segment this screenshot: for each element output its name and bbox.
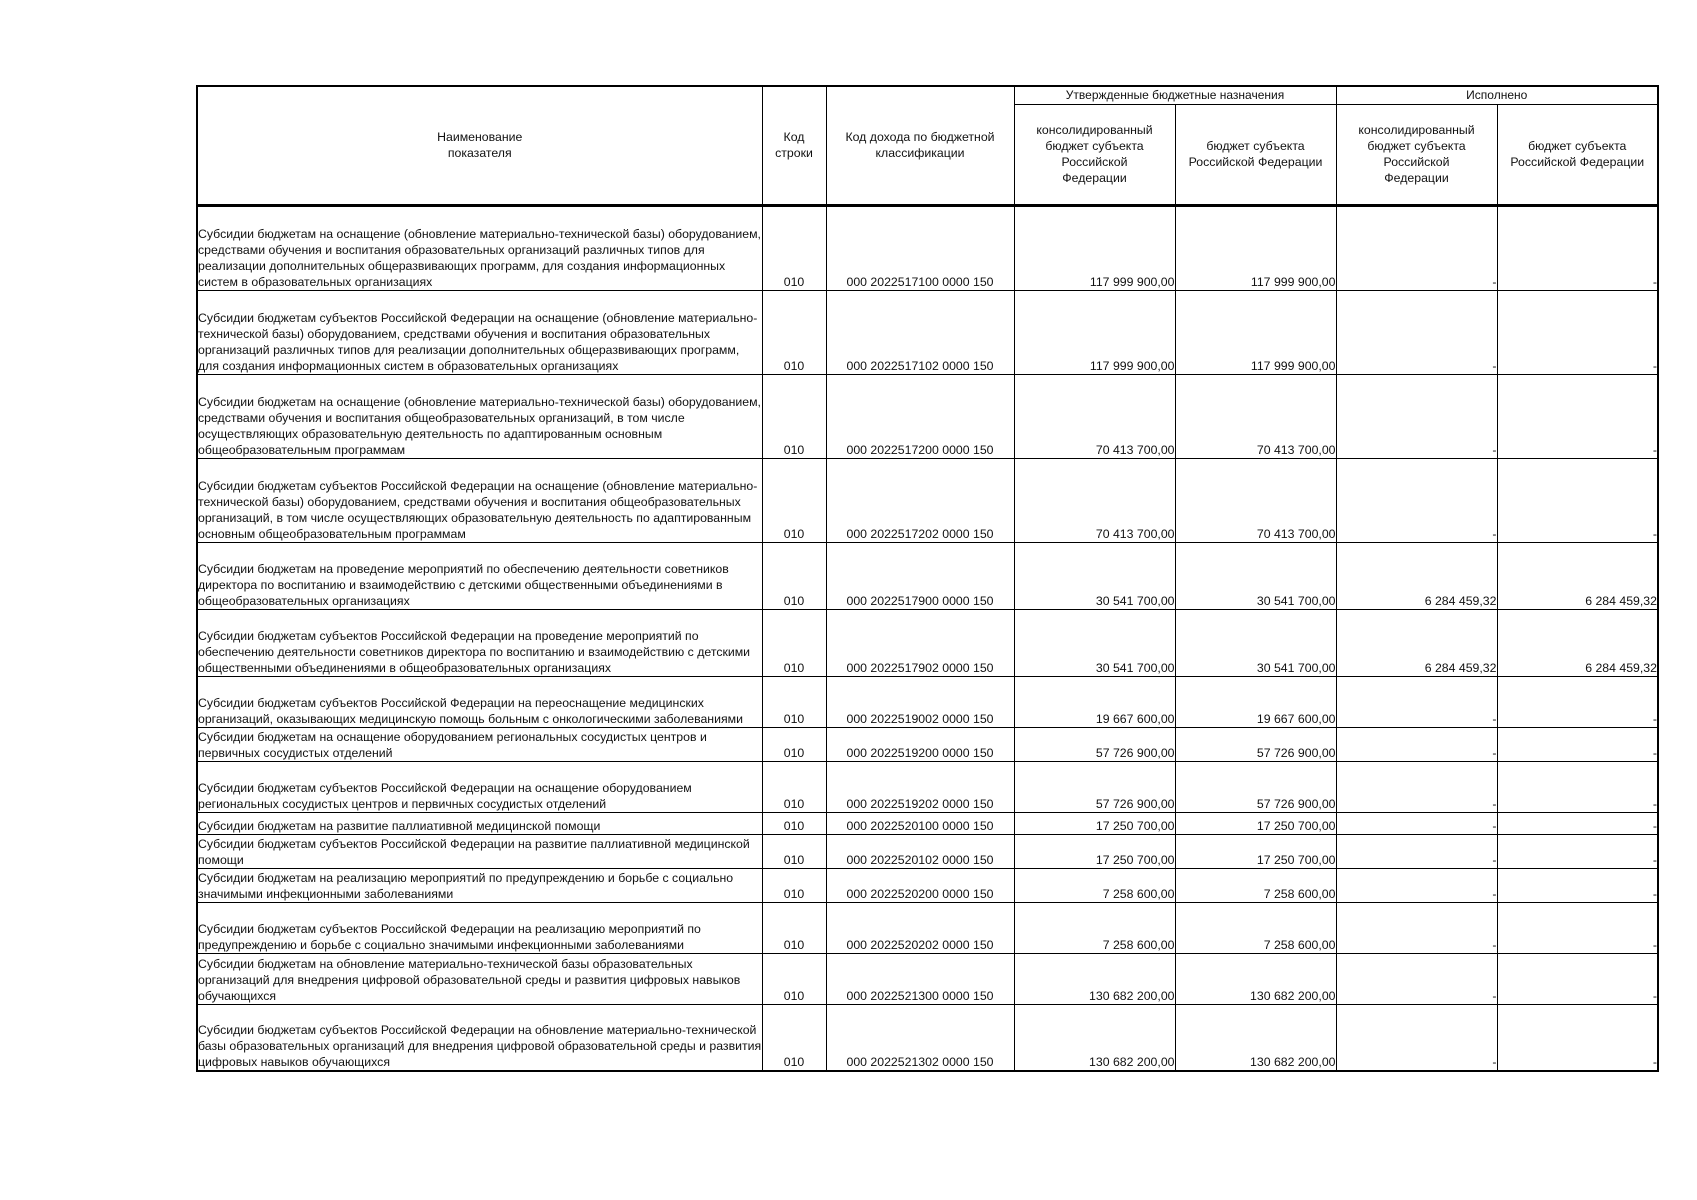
row-name: Субсидии бюджетам субъектов Российской Федерации на развитие паллиативной медицинской помощи [197, 834, 762, 868]
header-income-code: Код дохода по бюджетной классификации [826, 86, 1014, 205]
row-executed-consolidated: 6 284 459,32 [1336, 542, 1497, 609]
table-header [197, 86, 1658, 205]
row-line-code: 010 [762, 953, 826, 1004]
row-approved-consolidated: 117 999 900,00 [1014, 290, 1175, 374]
row-executed-subject: - [1497, 290, 1658, 374]
row-executed-consolidated: - [1336, 834, 1497, 868]
row-income-code: 000 2022519202 0000 150 [826, 761, 1014, 812]
table-body [197, 205, 1658, 1071]
row-approved-subject: 130 682 200,00 [1175, 953, 1336, 1004]
row-executed-subject: - [1497, 868, 1658, 902]
row-approved-consolidated: 57 726 900,00 [1014, 727, 1175, 761]
row-name: Субсидии бюджетам субъектов Российской Федерации на оснащение (обновление материально-технической базы) оборудованием, средствами обучения и воспитания общеобразовательных организаций, в том числе осуществляющих образовательную деятельность по адаптированным основным общеобразовательным программам [197, 458, 762, 542]
header-executed-subject: бюджет субъекта Российской Федерации [1497, 104, 1658, 205]
header-approved-group: Утвержденные бюджетные назначения [1014, 86, 1336, 104]
row-executed-subject: - [1497, 205, 1658, 290]
header-line-code: Код строки [762, 86, 826, 205]
table-row [197, 374, 1658, 458]
row-approved-subject: 17 250 700,00 [1175, 812, 1336, 834]
row-approved-subject: 57 726 900,00 [1175, 761, 1336, 812]
row-income-code: 000 2022519002 0000 150 [826, 676, 1014, 727]
table-row [197, 812, 1658, 834]
row-name: Субсидии бюджетам субъектов Российской Федерации на оснащение (обновление материально-технической базы) оборудованием, средствами обучения и воспитания образовательных организаций различных типов для реализации дополнительных общеразвивающих программ, для создания информационных систем в образовательных организациях [197, 290, 762, 374]
row-line-code: 010 [762, 290, 826, 374]
row-name: Субсидии бюджетам субъектов Российской Федерации на обновление материально-технической базы образовательных организаций для внедрения цифровой образовательной среды и развития цифровых навыков обучающихся [197, 1004, 762, 1071]
table-row [197, 676, 1658, 727]
header-executed-consolidated: консолидированный бюджет субъекта Российской Федерации [1336, 104, 1497, 205]
row-name: Субсидии бюджетам субъектов Российской Федерации на проведение мероприятий по обеспечению деятельности советников директора по воспитанию и взаимодействию с детскими общественными объединениями в общеобразовательных организациях [197, 609, 762, 676]
table-row [197, 609, 1658, 676]
row-executed-subject: 6 284 459,32 [1497, 609, 1658, 676]
row-executed-consolidated: - [1336, 868, 1497, 902]
row-income-code: 000 2022520102 0000 150 [826, 834, 1014, 868]
row-executed-consolidated: - [1336, 458, 1497, 542]
row-executed-subject: - [1497, 953, 1658, 1004]
row-line-code: 010 [762, 834, 826, 868]
row-income-code: 000 2022517902 0000 150 [826, 609, 1014, 676]
row-approved-subject: 57 726 900,00 [1175, 727, 1336, 761]
row-executed-consolidated: - [1336, 676, 1497, 727]
row-income-code: 000 2022520100 0000 150 [826, 812, 1014, 834]
row-line-code: 010 [762, 902, 826, 953]
row-income-code: 000 2022517102 0000 150 [826, 290, 1014, 374]
row-approved-subject: 70 413 700,00 [1175, 374, 1336, 458]
row-executed-consolidated: - [1336, 953, 1497, 1004]
row-executed-consolidated: - [1336, 374, 1497, 458]
table-row [197, 902, 1658, 953]
row-executed-subject: - [1497, 1004, 1658, 1071]
row-executed-consolidated: - [1336, 727, 1497, 761]
row-executed-consolidated: - [1336, 290, 1497, 374]
row-line-code: 010 [762, 1004, 826, 1071]
row-income-code: 000 2022517202 0000 150 [826, 458, 1014, 542]
row-name: Субсидии бюджетам на оснащение оборудованием региональных сосудистых центров и первичных сосудистых отделений [197, 727, 762, 761]
row-approved-subject: 7 258 600,00 [1175, 902, 1336, 953]
row-income-code: 000 2022517100 0000 150 [826, 205, 1014, 290]
row-income-code: 000 2022517900 0000 150 [826, 542, 1014, 609]
row-income-code: 000 2022521302 0000 150 [826, 1004, 1014, 1071]
table-row [197, 868, 1658, 902]
table-row [197, 290, 1658, 374]
row-approved-consolidated: 7 258 600,00 [1014, 902, 1175, 953]
row-approved-consolidated: 19 667 600,00 [1014, 676, 1175, 727]
row-executed-consolidated: 6 284 459,32 [1336, 609, 1497, 676]
row-executed-consolidated: - [1336, 812, 1497, 834]
row-executed-consolidated: - [1336, 902, 1497, 953]
row-executed-subject: - [1497, 761, 1658, 812]
row-name: Субсидии бюджетам на обновление материально-технической базы образовательных организаций для внедрения цифровой образовательной среды и развития цифровых навыков обучающихся [197, 953, 762, 1004]
row-approved-consolidated: 70 413 700,00 [1014, 374, 1175, 458]
header-approved-subject: бюджет субъекта Российской Федерации [1175, 104, 1336, 205]
row-approved-subject: 17 250 700,00 [1175, 834, 1336, 868]
header-executed-group: Исполнено [1336, 86, 1658, 104]
row-approved-consolidated: 70 413 700,00 [1014, 458, 1175, 542]
row-approved-consolidated: 117 999 900,00 [1014, 205, 1175, 290]
row-executed-subject: - [1497, 374, 1658, 458]
row-name: Субсидии бюджетам на проведение мероприятий по обеспечению деятельности советников директора по воспитанию и взаимодействию с детскими общественными объединениями в общеобразовательных организациях [197, 542, 762, 609]
table-row [197, 1004, 1658, 1071]
row-line-code: 010 [762, 374, 826, 458]
row-approved-subject: 7 258 600,00 [1175, 868, 1336, 902]
row-approved-subject: 19 667 600,00 [1175, 676, 1336, 727]
row-approved-subject: 117 999 900,00 [1175, 205, 1336, 290]
row-executed-subject: - [1497, 458, 1658, 542]
row-executed-subject: - [1497, 812, 1658, 834]
row-income-code: 000 2022520202 0000 150 [826, 902, 1014, 953]
row-approved-consolidated: 57 726 900,00 [1014, 761, 1175, 812]
row-executed-subject: - [1497, 676, 1658, 727]
row-approved-consolidated: 17 250 700,00 [1014, 834, 1175, 868]
row-executed-subject: - [1497, 834, 1658, 868]
row-name: Субсидии бюджетам на оснащение (обновление материально-технической базы) оборудованием, средствами обучения и воспитания общеобразовательных организаций, в том числе осуществляющих образовательную деятельность по адаптированным основным общеобразовательным программам [197, 374, 762, 458]
row-executed-consolidated: - [1336, 1004, 1497, 1071]
row-approved-consolidated: 17 250 700,00 [1014, 812, 1175, 834]
row-name: Субсидии бюджетам субъектов Российской Федерации на реализацию мероприятий по предупреждению и борьбе с социально значимыми инфекционными заболеваниями [197, 902, 762, 953]
header-name: Наименование показателя [197, 86, 762, 205]
row-approved-consolidated: 7 258 600,00 [1014, 868, 1175, 902]
table-row [197, 761, 1658, 812]
table-row [197, 953, 1658, 1004]
row-executed-subject: - [1497, 902, 1658, 953]
row-line-code: 010 [762, 542, 826, 609]
row-approved-consolidated: 130 682 200,00 [1014, 953, 1175, 1004]
row-approved-subject: 130 682 200,00 [1175, 1004, 1336, 1071]
table-row [197, 205, 1658, 290]
row-approved-consolidated: 30 541 700,00 [1014, 609, 1175, 676]
row-line-code: 010 [762, 205, 826, 290]
row-name: Субсидии бюджетам на реализацию мероприятий по предупреждению и борьбе с социально значимыми инфекционными заболеваниями [197, 868, 762, 902]
row-approved-subject: 70 413 700,00 [1175, 458, 1336, 542]
row-line-code: 010 [762, 609, 826, 676]
row-line-code: 010 [762, 868, 826, 902]
row-approved-subject: 30 541 700,00 [1175, 609, 1336, 676]
header-approved-consolidated: консолидированный бюджет субъекта Российской Федерации [1014, 104, 1175, 205]
row-executed-subject: - [1497, 727, 1658, 761]
row-income-code: 000 2022521300 0000 150 [826, 953, 1014, 1004]
row-executed-consolidated: - [1336, 205, 1497, 290]
row-approved-consolidated: 30 541 700,00 [1014, 542, 1175, 609]
row-name: Субсидии бюджетам на развитие паллиативной медицинской помощи [197, 812, 762, 834]
row-name: Субсидии бюджетам на оснащение (обновление материально-технической базы) оборудованием, средствами обучения и воспитания образовательных организаций различных типов для реализации дополнительных общеразвивающих программ, для создания информационных систем в образовательных организациях [197, 205, 762, 290]
row-approved-subject: 117 999 900,00 [1175, 290, 1336, 374]
row-income-code: 000 2022517200 0000 150 [826, 374, 1014, 458]
row-line-code: 010 [762, 676, 826, 727]
row-line-code: 010 [762, 727, 826, 761]
row-executed-subject: 6 284 459,32 [1497, 542, 1658, 609]
row-name: Субсидии бюджетам субъектов Российской Федерации на оснащение оборудованием региональных сосудистых центров и первичных сосудистых отделений [197, 761, 762, 812]
table-row [197, 834, 1658, 868]
row-line-code: 010 [762, 458, 826, 542]
row-executed-consolidated: - [1336, 761, 1497, 812]
row-line-code: 010 [762, 812, 826, 834]
row-approved-consolidated: 130 682 200,00 [1014, 1004, 1175, 1071]
row-name: Субсидии бюджетам субъектов Российской Федерации на переоснащение медицинских организаций, оказывающих медицинскую помощь больным с онкологическими заболеваниями [197, 676, 762, 727]
row-income-code: 000 2022520200 0000 150 [826, 868, 1014, 902]
table-row [197, 458, 1658, 542]
table-row [197, 727, 1658, 761]
budget-report-table [196, 85, 1659, 1072]
row-line-code: 010 [762, 761, 826, 812]
row-approved-subject: 30 541 700,00 [1175, 542, 1336, 609]
table-row [197, 542, 1658, 609]
row-income-code: 000 2022519200 0000 150 [826, 727, 1014, 761]
